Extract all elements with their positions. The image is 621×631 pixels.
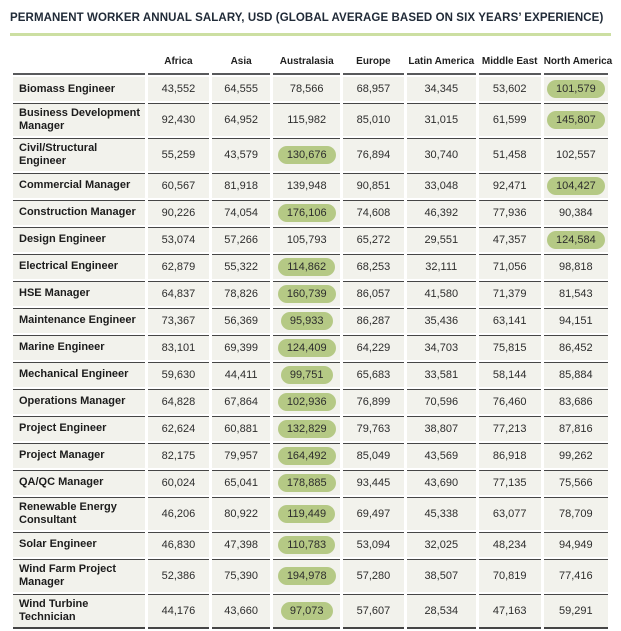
salary-cell: 77,135 xyxy=(479,470,541,495)
salary-cell: 76,460 xyxy=(479,389,541,414)
table-row-project-engineer xyxy=(13,416,608,441)
table-row-business-development-manager xyxy=(13,103,608,136)
salary-cell: 47,357 xyxy=(479,227,541,252)
table-row-wind-farm-project-manager xyxy=(13,559,608,592)
salary-cell: 83,101 xyxy=(148,335,209,360)
salary-cell: 81,918 xyxy=(212,173,271,198)
salary-cell xyxy=(273,200,340,225)
row-label: Wind Farm Project Manager xyxy=(13,559,145,592)
row-label: HSE Manager xyxy=(13,281,145,306)
salary-cell xyxy=(273,308,340,333)
salary-cell: 33,048 xyxy=(407,173,476,198)
title-underline xyxy=(10,33,611,36)
salary-cell: 64,837 xyxy=(148,281,209,306)
salary-cell: 64,555 xyxy=(212,77,271,101)
salary-cell: 90,384 xyxy=(544,200,608,225)
salary-cell: 80,922 xyxy=(212,497,271,530)
row-label: Biomass Engineer xyxy=(13,77,145,101)
salary-cell: 90,851 xyxy=(343,173,404,198)
salary-cell: 57,266 xyxy=(212,227,271,252)
salary-cell: 47,398 xyxy=(212,532,271,557)
highlight-pill: 132,829 xyxy=(278,420,336,438)
salary-cell: 94,151 xyxy=(544,308,608,333)
row-label: Maintenance Engineer xyxy=(13,308,145,333)
salary-cell: 59,291 xyxy=(544,594,608,629)
highlight-pill: 119,449 xyxy=(278,505,335,523)
salary-cell: 60,881 xyxy=(212,416,271,441)
salary-cell: 75,815 xyxy=(479,335,541,360)
highlight-pill: 178,885 xyxy=(278,474,336,492)
salary-cell: 52,386 xyxy=(148,559,209,592)
table-row-construction-manager xyxy=(13,200,608,225)
table-row-marine-engineer xyxy=(13,335,608,360)
salary-cell: 43,690 xyxy=(407,470,476,495)
table-row-maintenance-engineer xyxy=(13,308,608,333)
salary-cell: 90,226 xyxy=(148,200,209,225)
salary-cell xyxy=(544,77,608,101)
salary-cell: 32,025 xyxy=(407,532,476,557)
salary-cell: 67,864 xyxy=(212,389,271,414)
table-row-mechanical-engineer xyxy=(13,362,608,387)
salary-cell xyxy=(273,594,340,629)
salary-table xyxy=(10,46,611,631)
salary-cell: 70,596 xyxy=(407,389,476,414)
salary-cell: 105,793 xyxy=(273,227,340,252)
salary-cell xyxy=(273,470,340,495)
row-label: Commercial Manager xyxy=(13,173,145,198)
salary-cell: 71,379 xyxy=(479,281,541,306)
salary-cell: 79,763 xyxy=(343,416,404,441)
salary-cell: 55,259 xyxy=(148,138,209,171)
salary-cell xyxy=(273,335,340,360)
salary-cell: 63,141 xyxy=(479,308,541,333)
corner-cell xyxy=(13,48,145,75)
row-label: Civil/Structural Engineer xyxy=(13,138,145,171)
highlight-pill: 145,807 xyxy=(547,111,605,129)
salary-cell: 57,280 xyxy=(343,559,404,592)
salary-cell: 31,015 xyxy=(407,103,476,136)
table-row-solar-engineer xyxy=(13,532,608,557)
column-header-middle-east: Middle East xyxy=(479,48,541,75)
salary-cell: 41,580 xyxy=(407,281,476,306)
highlight-pill: 99,751 xyxy=(281,366,333,384)
highlight-pill: 114,862 xyxy=(278,258,335,276)
salary-cell: 94,949 xyxy=(544,532,608,557)
salary-cell: 86,452 xyxy=(544,335,608,360)
table-row-project-manager xyxy=(13,443,608,468)
salary-cell: 75,566 xyxy=(544,470,608,495)
highlight-pill: 101,579 xyxy=(547,80,605,98)
salary-cell: 44,176 xyxy=(148,594,209,629)
column-header-africa: Africa xyxy=(148,48,209,75)
salary-cell: 139,948 xyxy=(273,173,340,198)
salary-cell: 34,345 xyxy=(407,77,476,101)
table-row-commercial-manager xyxy=(13,173,608,198)
row-label: Project Engineer xyxy=(13,416,145,441)
salary-cell: 33,581 xyxy=(407,362,476,387)
salary-cell: 35,436 xyxy=(407,308,476,333)
row-label: Business Development Manager xyxy=(13,103,145,136)
salary-cell: 115,982 xyxy=(273,103,340,136)
table-row-wind-turbine-technician xyxy=(13,594,608,629)
salary-cell: 85,049 xyxy=(343,443,404,468)
row-label: Electrical Engineer xyxy=(13,254,145,279)
salary-cell: 64,952 xyxy=(212,103,271,136)
salary-cell: 29,551 xyxy=(407,227,476,252)
row-label: Mechanical Engineer xyxy=(13,362,145,387)
column-header-australasia: Australasia xyxy=(273,48,340,75)
salary-cell: 64,229 xyxy=(343,335,404,360)
salary-cell: 38,507 xyxy=(407,559,476,592)
header-row xyxy=(13,48,608,75)
salary-cell xyxy=(544,173,608,198)
salary-cell: 44,411 xyxy=(212,362,271,387)
salary-cell: 99,262 xyxy=(544,443,608,468)
salary-cell: 62,879 xyxy=(148,254,209,279)
salary-cell: 71,056 xyxy=(479,254,541,279)
table-row-hse-manager xyxy=(13,281,608,306)
row-label: Renewable Energy Consultant xyxy=(13,497,145,530)
salary-cell: 64,828 xyxy=(148,389,209,414)
highlight-pill: 102,936 xyxy=(278,393,336,411)
column-header-latin-america: Latin America xyxy=(407,48,476,75)
salary-cell: 86,287 xyxy=(343,308,404,333)
highlight-pill: 124,584 xyxy=(547,231,605,249)
table-body xyxy=(13,77,608,629)
salary-cell: 69,399 xyxy=(212,335,271,360)
salary-cell: 61,599 xyxy=(479,103,541,136)
salary-cell: 63,077 xyxy=(479,497,541,530)
page-title: PERMANENT WORKER ANNUAL SALARY, USD (GLOBAL AVERAGE BASED ON SIX YEARS’ EXPERIENCE) xyxy=(10,12,604,24)
salary-cell: 81,543 xyxy=(544,281,608,306)
salary-cell xyxy=(273,559,340,592)
row-label: Solar Engineer xyxy=(13,532,145,557)
highlight-pill: 176,106 xyxy=(278,204,336,222)
table-row-qa-qc-manager xyxy=(13,470,608,495)
salary-cell: 98,818 xyxy=(544,254,608,279)
table-row-electrical-engineer xyxy=(13,254,608,279)
salary-cell: 43,552 xyxy=(148,77,209,101)
highlight-pill: 130,676 xyxy=(278,146,336,164)
salary-cell: 34,703 xyxy=(407,335,476,360)
salary-cell: 46,830 xyxy=(148,532,209,557)
highlight-pill: 104,427 xyxy=(547,177,605,195)
salary-cell: 38,807 xyxy=(407,416,476,441)
row-label: Design Engineer xyxy=(13,227,145,252)
table-row-operations-manager xyxy=(13,389,608,414)
salary-cell: 79,957 xyxy=(212,443,271,468)
salary-cell: 53,602 xyxy=(479,77,541,101)
salary-cell xyxy=(273,362,340,387)
salary-cell: 43,579 xyxy=(212,138,271,171)
salary-cell: 32,111 xyxy=(407,254,476,279)
salary-cell: 65,272 xyxy=(343,227,404,252)
highlight-pill: 124,409 xyxy=(278,339,336,357)
salary-cell: 73,367 xyxy=(148,308,209,333)
salary-cell: 47,163 xyxy=(479,594,541,629)
salary-cell: 60,024 xyxy=(148,470,209,495)
row-label: Operations Manager xyxy=(13,389,145,414)
salary-cell: 83,686 xyxy=(544,389,608,414)
salary-cell: 59,630 xyxy=(148,362,209,387)
salary-cell: 53,074 xyxy=(148,227,209,252)
salary-cell: 92,430 xyxy=(148,103,209,136)
highlight-pill: 97,073 xyxy=(281,602,333,620)
salary-cell: 74,608 xyxy=(343,200,404,225)
salary-cell: 68,957 xyxy=(343,77,404,101)
salary-cell xyxy=(273,416,340,441)
salary-cell: 62,624 xyxy=(148,416,209,441)
salary-cell: 78,566 xyxy=(273,77,340,101)
salary-cell: 93,445 xyxy=(343,470,404,495)
salary-cell: 46,392 xyxy=(407,200,476,225)
salary-cell: 85,884 xyxy=(544,362,608,387)
highlight-pill: 95,933 xyxy=(281,312,333,330)
salary-cell: 86,057 xyxy=(343,281,404,306)
salary-cell: 55,322 xyxy=(212,254,271,279)
salary-cell: 58,144 xyxy=(479,362,541,387)
salary-cell: 60,567 xyxy=(148,173,209,198)
table-row-biomass-engineer xyxy=(13,77,608,101)
salary-cell xyxy=(544,103,608,136)
salary-cell xyxy=(273,532,340,557)
highlight-pill: 164,492 xyxy=(278,447,336,465)
salary-cell: 53,094 xyxy=(343,532,404,557)
table-row-design-engineer xyxy=(13,227,608,252)
salary-cell: 69,497 xyxy=(343,497,404,530)
salary-cell: 30,740 xyxy=(407,138,476,171)
salary-cell: 65,683 xyxy=(343,362,404,387)
salary-cell: 28,534 xyxy=(407,594,476,629)
highlight-pill: 110,783 xyxy=(278,536,335,554)
highlight-pill: 194,978 xyxy=(278,567,336,585)
salary-cell: 65,041 xyxy=(212,470,271,495)
table-row-renewable-energy-consultant xyxy=(13,497,608,530)
salary-cell: 87,816 xyxy=(544,416,608,441)
salary-cell xyxy=(273,281,340,306)
salary-cell: 77,416 xyxy=(544,559,608,592)
salary-cell xyxy=(273,497,340,530)
salary-cell: 86,918 xyxy=(479,443,541,468)
salary-cell: 56,369 xyxy=(212,308,271,333)
salary-cell: 102,557 xyxy=(544,138,608,171)
salary-cell: 57,607 xyxy=(343,594,404,629)
salary-cell: 78,826 xyxy=(212,281,271,306)
column-header-north-america: North America xyxy=(544,48,608,75)
salary-cell: 85,010 xyxy=(343,103,404,136)
salary-cell xyxy=(273,254,340,279)
salary-cell: 76,894 xyxy=(343,138,404,171)
salary-cell: 70,819 xyxy=(479,559,541,592)
row-label: Marine Engineer xyxy=(13,335,145,360)
salary-cell: 68,253 xyxy=(343,254,404,279)
column-header-europe: Europe xyxy=(343,48,404,75)
column-header-asia: Asia xyxy=(212,48,271,75)
salary-cell: 82,175 xyxy=(148,443,209,468)
row-label: Project Manager xyxy=(13,443,145,468)
salary-cell: 51,458 xyxy=(479,138,541,171)
salary-cell xyxy=(544,227,608,252)
row-label: Wind Turbine Technician xyxy=(13,594,145,629)
salary-cell xyxy=(273,443,340,468)
salary-cell: 78,709 xyxy=(544,497,608,530)
salary-cell: 43,660 xyxy=(212,594,271,629)
salary-cell: 77,936 xyxy=(479,200,541,225)
highlight-pill: 160,739 xyxy=(278,285,336,303)
salary-cell: 75,390 xyxy=(212,559,271,592)
salary-cell xyxy=(273,138,340,171)
salary-cell xyxy=(273,389,340,414)
salary-cell: 92,471 xyxy=(479,173,541,198)
table-row-civil-structural-engineer xyxy=(13,138,608,171)
row-label: QA/QC Manager xyxy=(13,470,145,495)
salary-cell: 45,338 xyxy=(407,497,476,530)
salary-cell: 48,234 xyxy=(479,532,541,557)
salary-cell: 77,213 xyxy=(479,416,541,441)
salary-cell: 76,899 xyxy=(343,389,404,414)
salary-cell: 43,569 xyxy=(407,443,476,468)
salary-cell: 74,054 xyxy=(212,200,271,225)
salary-cell: 46,206 xyxy=(148,497,209,530)
row-label: Construction Manager xyxy=(13,200,145,225)
